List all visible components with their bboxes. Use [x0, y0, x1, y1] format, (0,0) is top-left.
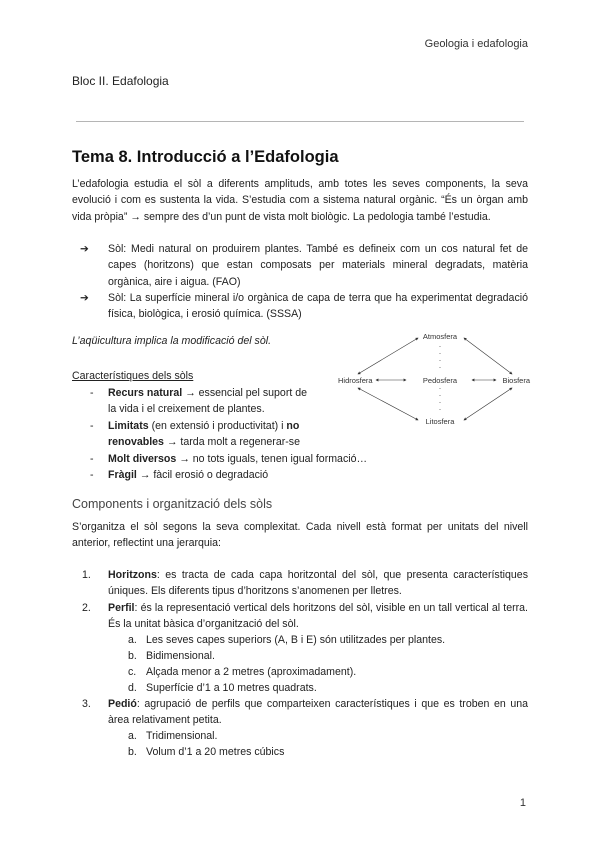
- intro-paragraph: L’edafologia estudia el sòl a diferents amplituds, amb totes les seves components, la seva evolució i com es sustenta la vida. S’estudia com a sistema natural orgànic. “És un òrgan amb vida pròpia” → sempre des d’un punt de vista molt biològic. La pedologia també l’estudia.: [72, 178, 528, 223]
- definition-fao: [80, 241, 528, 290]
- arrow-atmo-bio: [464, 338, 512, 374]
- term-keyword: Perfil: [108, 602, 135, 614]
- numbered-item-perfil: 2. Perfil: és la representació vertical dels horitzons del sòl, visible en un tall vertical al terra. És la unitat bàsica d’organització del sòl.: [82, 602, 528, 631]
- node-litosfera: Litosfera: [425, 417, 455, 426]
- definition-text: Sòl: Medi natural on produirem plantes. També es defineix com un cos natural fet de capes (horitzons) que estan composats per materials mineral degradats, matèria orgànica, aire i aigua. (FAO): [108, 243, 528, 288]
- numbered-item-horitzons: 1. Horitzons: es tracta de cada capa horitzontal del sòl, que presenta característiques úniques. Els diferents tipus d’horitzons s’anomenen per lletres.: [82, 569, 528, 598]
- arrow-bullet-icon: ➔: [80, 243, 89, 255]
- characteristic-item: - Molt diversos → no tots iguals, tenen igual formació…: [90, 453, 368, 465]
- spheres-diagram: [336, 328, 532, 428]
- characteristic-keyword: Recurs natural: [108, 387, 183, 399]
- characteristic-item: - Recurs natural → essencial pel suport de la vida i el creixement de plantes.: [90, 387, 308, 416]
- page-number: 1: [519, 797, 526, 809]
- arrow-hidro-lito: [358, 388, 418, 420]
- bloc-heading: Bloc II. Edafologia: [72, 74, 169, 88]
- arrow-atmo-hidro: [358, 338, 418, 374]
- arrow-bio-lito: [464, 388, 512, 420]
- characteristics-title: Característiques dels sòls: [72, 370, 194, 382]
- sub-item: a. Les seves capes superiors (A, B i E) són utilitzades per plantes.: [128, 634, 446, 646]
- definition-sssa: [80, 290, 528, 323]
- numbered-item-pedio: 3. Pedió: agrupació de perfils que comparteixen característiques i que es troben en una àrea relativament petita.: [82, 698, 528, 727]
- components-intro: S’organitza el sòl segons la seva complexitat. Cada nivell està format per unitats del nivell anterior, reflectint una jerarquia:: [72, 521, 528, 550]
- definition-text: Sòl: La superfície mineral i/o orgànica de capa de terra que ha experimentat degradació física, biològica, i erosió química. (SSSA): [108, 292, 528, 321]
- sub-item: b. Bidimensional.: [128, 650, 215, 662]
- term-keyword: Horitzons: [108, 569, 157, 581]
- sub-item: a. Tridimensional.: [128, 730, 218, 742]
- arrow-bullet-icon: ➔: [80, 292, 89, 304]
- sub-item: d. Superfície d’1 a 10 metres quadrats.: [128, 682, 317, 694]
- sub-item: b. Volum d’1 a 20 metres cúbics: [128, 746, 285, 758]
- node-atmosfera: Atmosfera: [422, 332, 458, 341]
- characteristic-item: - Limitats (en extensió i productivitat) i no renovables → tarda molt a regenerar-se: [90, 420, 300, 449]
- term-keyword: Pedió: [108, 698, 137, 710]
- running-header: Geologia i edafologia: [424, 38, 528, 50]
- aquiculture-note: L’aqüicultura implica la modificació del sòl.: [72, 335, 272, 347]
- page-title: Tema 8. Introducció a l’Edafologia: [72, 148, 339, 166]
- characteristic-keyword: Fràgil: [108, 469, 137, 481]
- characteristic-item: - Fràgil → fàcil erosió o degradació: [90, 469, 269, 481]
- node-biosfera: Biosfera: [502, 376, 530, 385]
- characteristic-keyword: Molt diversos: [108, 453, 177, 465]
- divider: [76, 121, 524, 122]
- sub-item: c. Alçada menor a 2 metres (aproximadament).: [128, 666, 357, 678]
- characteristic-keyword: Limitats: [108, 420, 149, 432]
- node-pedosfera: Pedosfera: [422, 376, 458, 385]
- components-heading: Components i organització dels sòls: [72, 497, 273, 511]
- node-hidrosfera: Hidrosfera: [338, 376, 373, 385]
